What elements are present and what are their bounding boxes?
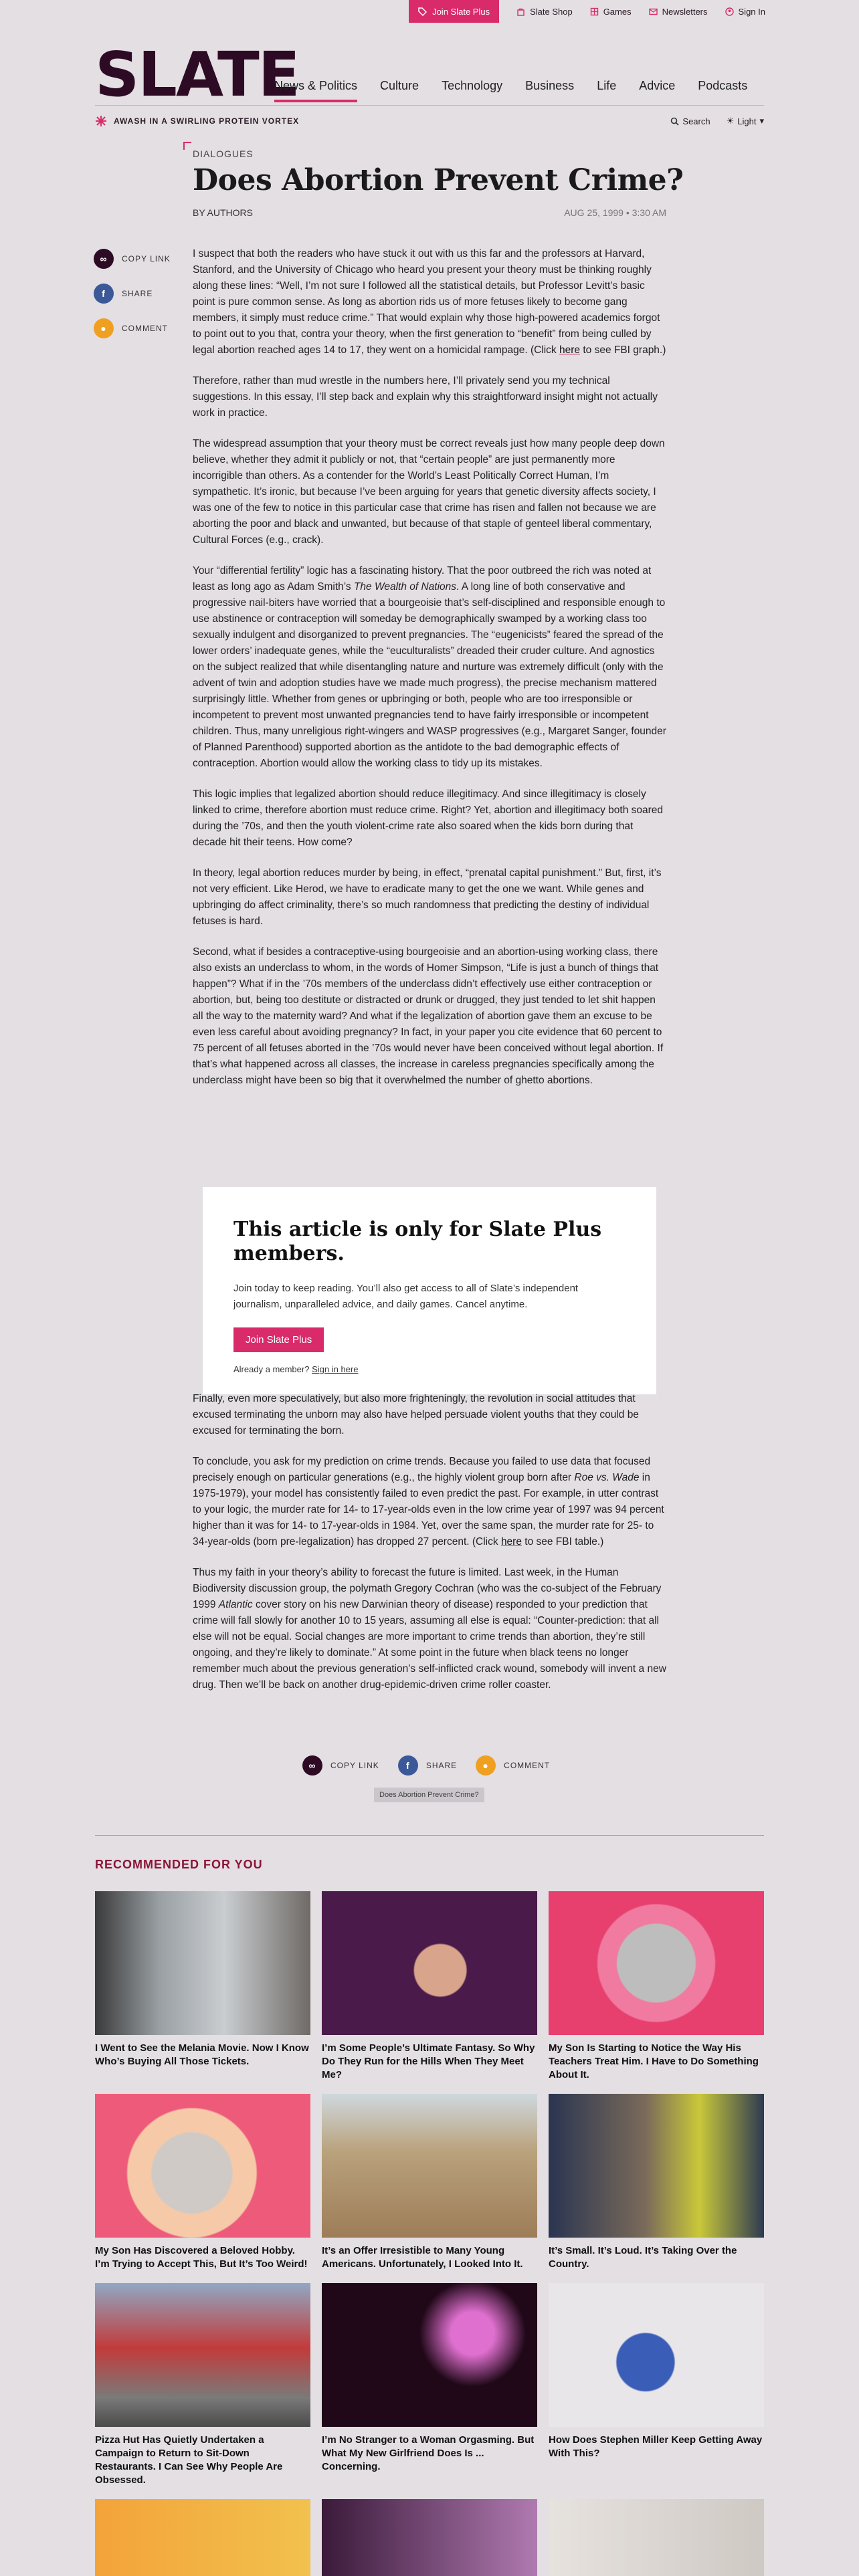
copy-link-label: COPY LINK [122, 254, 171, 263]
join-slate-plus-button[interactable] [409, 0, 499, 23]
byline [193, 207, 666, 218]
recommended-card[interactable] [549, 2283, 764, 2487]
paragraph: Finally, even more speculatively, but also more frighteningly, the revolution in social attitudes that excused terminating the unborn may also have helped persuade violent youths that they could be excused for terminating the born. [193, 1393, 639, 1436]
card-title: How Does Stephen Miller Keep Getting Away With This? [549, 2434, 763, 2459]
share-rail [94, 249, 171, 338]
join-slate-plus-label: Join Slate Plus [432, 6, 490, 17]
share-label: SHARE [425, 1761, 458, 1770]
card-image [322, 2283, 537, 2427]
newsletters-label: Newsletters [662, 6, 708, 17]
author[interactable]: BY AUTHORS [193, 207, 253, 218]
user-icon [725, 7, 734, 16]
card-title: Pizza Hut Has Quietly Undertaken a Campaign to Return to Sit-Down Restaurants. I Can See Why People Are Obsessed. [95, 2434, 283, 2486]
recommended-card[interactable] [322, 2283, 537, 2487]
games-link[interactable] [590, 7, 632, 17]
comment-icon: ● [476, 1755, 496, 1776]
recommended-grid [95, 1891, 764, 2576]
nav-business[interactable]: Business [525, 79, 575, 92]
subheader [95, 115, 764, 127]
tag-icon [418, 7, 427, 16]
shop-bag-icon [516, 7, 525, 16]
facebook-icon: f [94, 284, 114, 304]
share-label: SHARE [122, 289, 153, 298]
search-button[interactable] [670, 115, 710, 127]
utility-bar [0, 0, 859, 23]
sign-in-label: Sign In [738, 6, 765, 17]
slate-shop-link[interactable] [516, 7, 573, 17]
sign-in-link[interactable] [725, 7, 765, 17]
paywall-member: Already a member? Sign in here [233, 1364, 359, 1374]
card-title: It’s an Offer Irresistible to Many Young Americans. Unfortunately, I Looked Into It. [322, 2245, 523, 2270]
recommended-card[interactable] [549, 1891, 764, 2082]
search-label: Search [682, 116, 710, 126]
card-image [95, 2499, 310, 2576]
recommended-card[interactable] [95, 1891, 310, 2082]
recommended-card-partial[interactable] [549, 2499, 764, 2576]
envelope-icon [649, 7, 658, 16]
share-button[interactable] [398, 1755, 457, 1776]
nav-news-politics[interactable]: News & Politics [274, 79, 357, 102]
paragraph: I suspect that both the readers who have stuck it out with us this far and the professors at Harvard, Stanford, and the University of Chicago who heard you present your theory must be thinking roughly along these lines: “Well, I’m not sure I followed all the statistical details, but Professor Levitt’s basic point is pure common sense. As long as abortion rids us of more fetuses likely to become gang members, it simply must reduce crime.” That would explain why those high-powered academics forgot to point out to you that, contra your theory, when the first generation to “benefit” from being culled by legal abortion reached ages 14 to 17, they went on a homicidal rampage. (Click here to see FBI graph.) [193, 248, 666, 356]
nav-culture[interactable]: Culture [380, 79, 419, 92]
comment-label: COMMENT [504, 1761, 551, 1770]
share-button[interactable] [94, 284, 171, 304]
nav-advice[interactable]: Advice [639, 79, 676, 92]
card-title: I Went to See the Melania Movie. Now I Know Who’s Buying All Those Tickets. [95, 2042, 309, 2067]
theme-toggle[interactable] [727, 115, 764, 127]
paragraph: Thus my faith in your theory’s ability to forecast the future is limited. Last week, in the Human Biodiversity discussion group, the polymath Gregory Cochran (who was the co-subject of the February 1999 Atlantic cover story on his new Darwinian theory of disease) responded to your prediction that crime will fall slowly for another 10 to 15 years, assuming all else is equal: “Counter-prediction: that all else will not be equal. Social changes are more important to crime trends than abortion, they’re still ongoing, and they’re likely to dominate.” At some point in the future when black teens no longer remember much about the previous generation’s self-inflicted crack wound, somebody will invent a new drug. Then we’ll be back on another drug-epidemic-driven crime roller coaster. [193, 1567, 666, 1691]
slate-logo[interactable]: SLATE [95, 39, 299, 110]
header-divider [95, 105, 764, 106]
recommended-card[interactable] [549, 2094, 764, 2271]
card-title: I’m No Stranger to a Woman Orgasming. But What My New Girlfriend Does Is ... Concerning. [322, 2434, 535, 2472]
chevron-down-icon: ▾ [759, 116, 764, 126]
comment-icon: ● [94, 318, 114, 338]
article-body-continued [193, 1391, 666, 1708]
paragraph: To conclude, you ask for my prediction on crime trends. Because you failed to use data that focused precisely enough on particular generations (e.g., the highly violent group born after Roe vs. Wade in 1975-1979), your model has consistently failed to even predict the past. For example, in utter contrast to your logic, the murder rate for 14- to 17-year-olds even in the low crime year of 1997 was 94 percent higher than it was for 14- to 17-year-olds in 1984. Yet, over the same span, the murder rate for 25- to 34-year-olds (born pre-legalization) has dropped 27 percent. (Click here to see FBI table.) [193, 1456, 664, 1547]
card-image [549, 2283, 764, 2427]
fbi-table-link[interactable]: here [500, 1536, 522, 1547]
publish-date: AUG 25, 1999 • 3:30 AM [564, 207, 666, 218]
recommended-card[interactable] [322, 2094, 537, 2271]
paywall-modal [203, 1187, 656, 1394]
card-title: My Son Is Starting to Notice the Way His Teachers Treat Him. I Have to Do Something About It. [549, 2042, 759, 2080]
puzzle-icon [590, 7, 599, 16]
slate-shop-label: Slate Shop [530, 6, 573, 17]
card-image [95, 2094, 310, 2238]
share-bar-bottom [302, 1755, 550, 1776]
card-image [549, 2499, 764, 2576]
primary-nav [274, 79, 747, 102]
theme-label: Light [737, 116, 757, 126]
card-title: My Son Has Discovered a Beloved Hobby. I’m Trying to Accept This, But It’s Too Weird! [95, 2245, 308, 2270]
paragraph: Therefore, rather than mud wrestle in the numbers here, I’ll privately send you my technical suggestions. In this essay, I’ll step back and explain why this straightforward insight might not actually work in practice. [193, 375, 658, 419]
recommended-card[interactable] [95, 2283, 310, 2487]
section-divider [95, 1835, 764, 1836]
card-image [322, 1891, 537, 2035]
article-body [193, 246, 666, 1103]
card-image [95, 2283, 310, 2427]
paywall-signin-link[interactable]: Sign in here [312, 1364, 359, 1374]
site-header [95, 39, 764, 110]
card-image [549, 1891, 764, 2035]
link-icon: ∞ [302, 1755, 322, 1776]
card-title: I’m Some People’s Ultimate Fantasy. So Why Do They Run for the Hills When They Meet Me? [322, 2042, 535, 2080]
paragraph: The widespread assumption that your theory must be correct reveals just how many people deep down believe, whether they admit it publicly or not, that “certain people” are just permanently more incorrigible than others. As a contender for the World’s Least Politically Correct Human, I’m sympathetic. It’s ironic, but because I’ve been arguing for years that genetic diversity affects society, I was one of the few to notice in this particular case that crime has risen and fallen not because we are aborting the poor and black and unwanted, but because of that staple of genteel liberal commentary, Cultural Forces (e.g., crack). [193, 438, 665, 546]
card-image [322, 2499, 537, 2576]
comment-button[interactable] [476, 1755, 550, 1776]
fbi-graph-link[interactable]: here [559, 344, 581, 356]
comment-label: COMMENT [122, 324, 168, 333]
search-icon [670, 117, 679, 126]
sparkle-icon [95, 115, 107, 127]
nav-podcasts[interactable]: Podcasts [698, 79, 748, 92]
paragraph: Your “differential fertility” logic has a fascinating history. That the poor outbreed the rich was noted at least as long ago as Adam Smith’s The Wealth of Nations. A long line of both conservative and progressive nail-biters have worried that a bourgeoisie that’s self-disciplined and responsible enough to use abstinence or contraception will someday be demographically swamped by a working class too sexually indulgent and disorganized to prevent pregnancies. The “eugenicists” feared the spread of the lower orders’ inadequate genes, while the “euculturalists” dreaded their cruder culture. And agnostics on the subject realized that while disentangling nature and nurture was extremely difficult (only with the advent of twin and adoption studies have we made much progress), the precise mechanism mattered surprisingly little. Whether from genes or upbringing or both, people who are too irresponsible or incompetent to prevent most unwanted pregnancies tend to have fairly irresponsible or incompetent children. Thus, many unreligious right-wingers and WASP progressives (e.g., Margaret Sanger, founder of Planned Parenthood) supported abortion as the antidote to the bad demographic effects of contraception. Abortion would allow the working class to tidy up its mistakes. [193, 565, 666, 769]
nav-life[interactable]: Life [597, 79, 617, 92]
recommended-card-partial[interactable] [322, 2499, 537, 2576]
article-tag[interactable]: Does Abortion Prevent Crime? [374, 1788, 484, 1802]
recommended-card[interactable] [95, 2094, 310, 2271]
recommended-heading: RECOMMENDED FOR YOU [95, 1858, 263, 1871]
tagline: AWASH IN A SWIRLING PROTEIN VORTEX [114, 116, 300, 126]
article-kicker[interactable]: DIALOGUES [193, 148, 254, 159]
paywall-heading: This article is only for Slate Plus members. [233, 1218, 602, 1265]
article-title: Does Abortion Prevent Crime? [193, 163, 684, 197]
sun-icon: ☀ [726, 116, 735, 126]
paywall-join-button[interactable]: Join Slate Plus [233, 1327, 324, 1352]
paragraph: In theory, legal abortion reduces murder by being, in effect, “prenatal capital punishment.” But, first, it’s not very efficient. Like Herod, we have to eradicate many to get the one we want. While genes and upbringing do affect criminality, there’s so much randomness that predicting the destiny of individual fetuses is hard. [193, 867, 662, 927]
copy-link-button[interactable] [94, 249, 171, 269]
card-image [322, 2094, 537, 2238]
facebook-icon: f [398, 1755, 418, 1776]
games-label: Games [603, 6, 632, 17]
card-image [95, 1891, 310, 2035]
nav-technology[interactable]: Technology [442, 79, 503, 92]
comment-button[interactable] [94, 318, 171, 338]
paragraph: This logic implies that legalized abortion should reduce illegitimacy. And since illegitimacy is closely linked to crime, therefore abortion must reduce crime. Right? Yet, abortion and illegitimacy both soared during the ’70s, and then the youth violent-crime rate also soared when the kids born during that decade hit their teens. How come? [193, 788, 664, 848]
copy-link-label: COPY LINK [330, 1761, 379, 1770]
paragraph: Second, what if besides a contraceptive-using bourgeoisie and an abortion-using working class, there also exists an underclass to whom, in the words of Homer Simpson, “Life is just a bunch of things that happen”? What if in the ’70s members of the underclass didn’t effectively use either contraception or abortion, but, being too destitute or distracted or drunk or drugged, they just tended to let shit happen all the way to the maternity ward? And what if the legalization of abortion gave them an excuse to be even less careful about avoiding pregnancy? In fact, in your paper you cite evidence that 60 percent to 75 percent of all fetuses aborted in the ’70s would never have been conceived without legal abortion. If that’s what happened across all classes, the increase in careless pregnancies specifically among the underclass might have been so big that it overwhelmed the number of ghetto abortions. [193, 946, 664, 1086]
card-image [549, 2094, 764, 2238]
recommended-card[interactable] [322, 1891, 537, 2082]
recommended-card-partial[interactable] [95, 2499, 310, 2576]
copy-link-button[interactable] [302, 1755, 379, 1776]
link-icon: ∞ [94, 249, 114, 269]
newsletters-link[interactable] [649, 7, 708, 17]
paywall-text: Join today to keep reading. You’ll also get access to all of Slate’s independent journalism, unparalleled advice, and daily games. Cancel anytime. [233, 1283, 579, 1310]
card-title: It’s Small. It’s Loud. It’s Taking Over the Country. [549, 2245, 737, 2270]
